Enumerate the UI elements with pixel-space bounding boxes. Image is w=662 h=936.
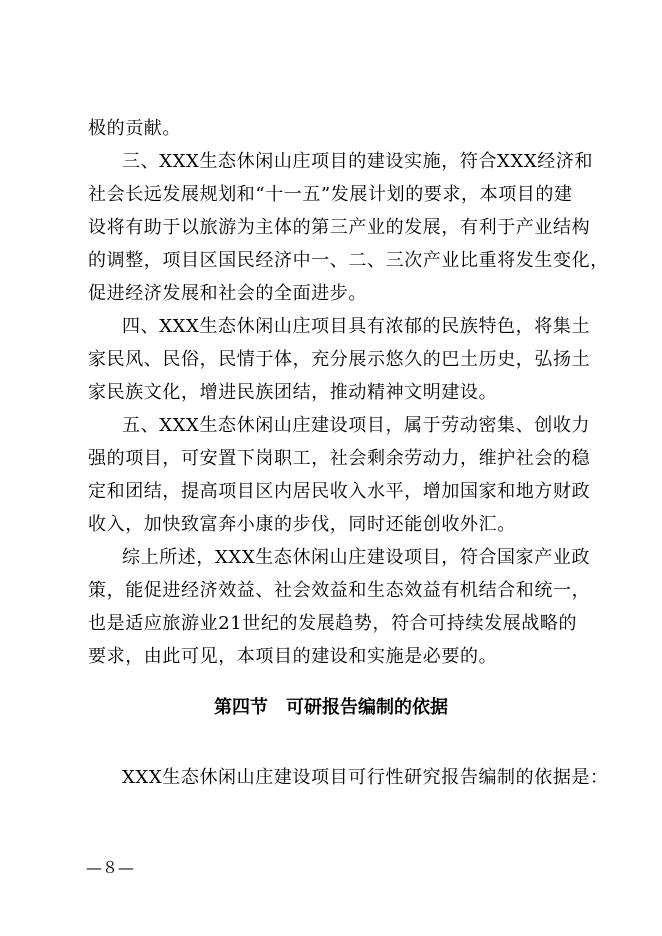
paragraph-line: 五、XXX生态休闲山庄建设项目，属于劳动密集、创收力 — [122, 415, 591, 436]
paragraph-line: 要求，由此可见，本项目的建设和实施是必要的。 — [88, 646, 498, 667]
paragraph-line: 也是适应旅游业21世纪的发展趋势，符合可持续发展战略的 — [88, 613, 578, 634]
paragraph-line: 家民风、民俗，民情于体，充分展示悠久的巴土历史，弘扬土 — [88, 349, 591, 370]
paragraph-line: 四、XXX生态休闲山庄项目具有浓郁的民族特色，将集土 — [122, 316, 591, 337]
closing-line: XXX生态休闲山庄建设项目可行性研究报告编制的依据是： — [122, 767, 609, 788]
paragraph-line: 收入，加快致富奔小康的步伐，同时还能创收外汇。 — [88, 514, 516, 535]
section-heading: 第四节 可研报告编制的依据 — [214, 697, 448, 718]
page-number: —８— — [86, 858, 135, 877]
paragraph-line: 综上所述，XXX生态休闲山庄建设项目，符合国家产业政 — [122, 547, 591, 568]
paragraph-line: 的调整，项目区国民经济中一、二、三次产业比重将发生变化， — [88, 250, 609, 271]
paragraph-line: 社会长远发展规划和“十一五”发展计划的要求，本项目的建 — [88, 184, 573, 205]
paragraph-line: 促进经济发展和社会的全面进步。 — [88, 283, 367, 304]
paragraph-line: 三、XXX生态休闲山庄项目的建设实施，符合XXX经济和 — [122, 151, 594, 172]
paragraph-line: 家民族文化，增进民族团结，推动精神文明建设。 — [88, 382, 498, 403]
paragraph-line: 极的贡献。 — [88, 118, 181, 139]
paragraph-line: 定和团结，提高项目区内居民收入水平，增加国家和地方财政 — [88, 481, 591, 502]
paragraph-line: 强的项目，可安置下岗职工，社会剩余劳动力，维护社会的稳 — [88, 448, 591, 469]
paragraph-line: 设将有助于以旅游为主体的第三产业的发展，有利于产业结构 — [88, 217, 591, 238]
paragraph-line: 策，能促进经济效益、社会效益和生态效益有机结合和统一， — [88, 580, 591, 601]
